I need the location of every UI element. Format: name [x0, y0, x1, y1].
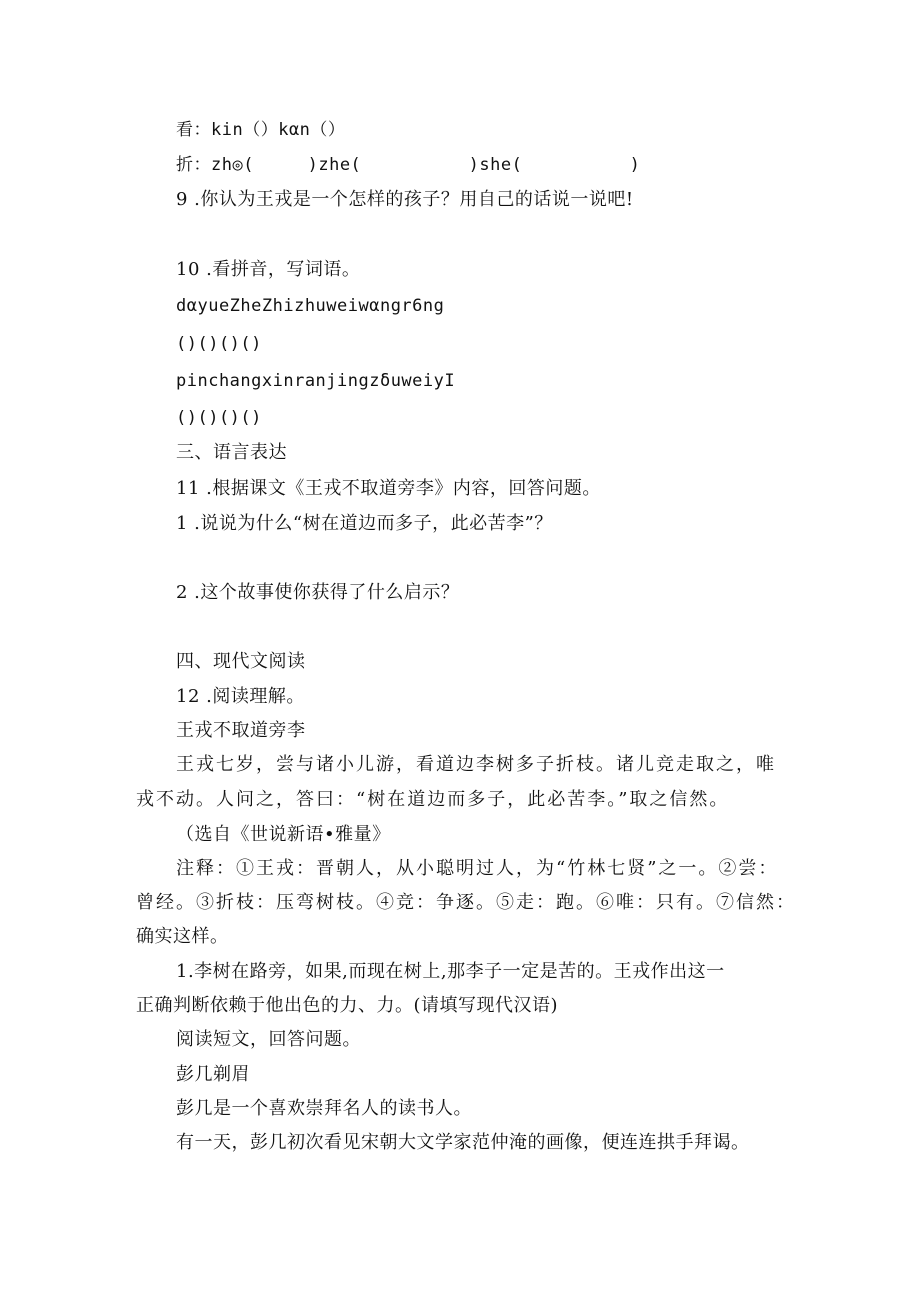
passage-1-title: 王戎不取道旁李 — [176, 720, 306, 741]
passage-2-title: 彭几剃眉 — [176, 1064, 250, 1085]
pinyin-row-2: pinchangxinranjingzδuweiyI — [176, 371, 456, 391]
question-12: 12 .阅读理解。 — [176, 686, 305, 707]
pinyin-kan-line: 看：kin（）kαn（） — [176, 120, 346, 140]
blank-row-1: ()()()() — [176, 334, 262, 354]
reading-instruction: 阅读短文，回答问题。 — [176, 1029, 361, 1050]
passage-1-source: （选自《世说新语•雅量》 — [176, 824, 391, 845]
annotation-line-2: 曾经。③折枝：压弯树枝。④竞：争逐。⑤走：跑。⑥唯：只有。⑦信然： — [136, 892, 796, 913]
pinyin-zhe-line: 折：zh◎( )zhe( )she( ) — [176, 155, 641, 175]
question-10: 10 .看拼音，写词语。 — [176, 259, 361, 280]
passage-2-line-2: 有一天，彭几初次看见宋朝大文学家范仲淹的画像，便连连拱手拜谒。 — [176, 1132, 750, 1153]
section-4-heading: 四、现代文阅读 — [176, 651, 306, 672]
pinyin-row-1: dαyueZheZhizhuweiwαngr6ng — [176, 296, 445, 316]
annotation-line-3: 确实这样。 — [136, 926, 229, 947]
blank-row-2: ()()()() — [176, 408, 262, 428]
question-11: 11 .根据课文《王戎不取道旁李》内容，回答问题。 — [176, 478, 601, 499]
question-11-2: 2 .这个故事使你获得了什么启示？ — [176, 582, 460, 603]
question-12-1-line-2: 正确判断依赖于他出色的力、力。(请填写现代汉语) — [136, 995, 559, 1016]
passage-1-line-2: 戎不动。人问之，答曰：“树在道边而多子，此必苦李。”取之信然。 — [136, 789, 730, 810]
question-11-1: 1 .说说为什么“树在道边而多子，此必苦李”？ — [176, 513, 553, 534]
question-12-1-line-1: 1.李树在路旁，如果,而现在树上,那李子一定是苦的。王戎作出这一 — [176, 961, 725, 982]
question-9: 9 .你认为王戎是一个怎样的孩子？用自己的话说一说吧! — [176, 189, 634, 210]
passage-1-line-1: 王戎七岁，尝与诸小儿游，看道边李树多子折枝。诸儿竞走取之，唯 — [176, 754, 776, 775]
annotation-line-1: 注释：①王戎：晋朝人，从小聪明过人，为“竹林七贤”之一。②尝： — [176, 858, 779, 879]
passage-2-line-1: 彭几是一个喜欢崇拜名人的读书人。 — [176, 1098, 472, 1119]
section-3-heading: 三、语言表达 — [176, 442, 287, 463]
